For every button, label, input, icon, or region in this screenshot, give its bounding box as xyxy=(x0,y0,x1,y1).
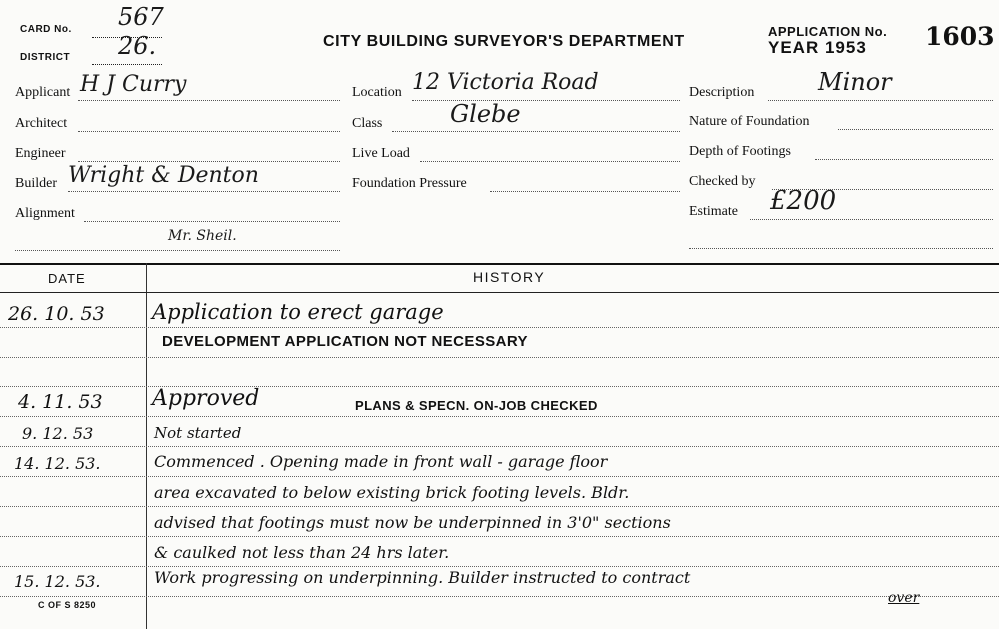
history-stamp-development: DEVELOPMENT APPLICATION NOT NECESSARY xyxy=(162,333,528,350)
district-value: 26. xyxy=(118,32,157,60)
applicant-value: H J Curry xyxy=(80,72,187,97)
engineer-label: Engineer xyxy=(15,146,66,161)
year-label: YEAR 1953 xyxy=(768,38,867,57)
applicant-label: Applicant xyxy=(15,85,71,100)
nature-of-foundation-label: Nature of Foundation xyxy=(689,114,810,129)
location-value: 12 Victoria Road xyxy=(412,70,599,95)
builder-value: Wright & Denton xyxy=(68,163,259,188)
estimate-label: Estimate xyxy=(689,204,738,219)
history-date: 26. 10. 53 xyxy=(8,303,105,325)
district-label: DISTRICT xyxy=(20,52,71,63)
history-entry: area excavated to below existing brick footing levels. Bldr. xyxy=(154,483,630,502)
alignment-note: Mr. Sheil. xyxy=(168,228,237,244)
form-code: C OF S 8250 xyxy=(38,600,97,610)
history-stamp-plans: PLANS & SPECN. ON-JOB CHECKED xyxy=(355,398,598,413)
live-load-label: Live Load xyxy=(352,146,410,161)
history-date: 14. 12. 53. xyxy=(14,454,101,473)
card-no-value: 567 xyxy=(118,3,164,31)
class-label: Class xyxy=(352,116,383,131)
history-date: 15. 12. 53. xyxy=(14,572,101,591)
history-entry: Not started xyxy=(154,424,242,442)
department-title: CITY BUILDING SURVEYOR'S DEPARTMENT xyxy=(323,33,685,50)
architect-label: Architect xyxy=(15,116,68,131)
history-entry: over xyxy=(888,590,920,606)
application-no-value: 1603 xyxy=(925,22,995,51)
history-entry: Approved xyxy=(152,386,260,411)
description-value: Minor xyxy=(818,68,892,96)
card-no-label: CARD No. xyxy=(20,24,72,35)
history-entry: Commenced . Opening made in front wall - garage floor xyxy=(154,452,608,471)
estimate-value: £200 xyxy=(770,186,837,216)
alignment-label: Alignment xyxy=(15,206,75,221)
class-value: Glebe xyxy=(450,100,521,128)
history-entry: advised that footings must now be underpinned in 3'0" sections xyxy=(154,513,671,532)
history-entry: & caulked not less than 24 hrs later. xyxy=(154,543,450,562)
application-no-label: APPLICATION No. xyxy=(768,24,888,39)
depth-of-footings-label: Depth of Footings xyxy=(689,144,791,159)
checked-by-label: Checked by xyxy=(689,174,756,189)
history-entry: Application to erect garage xyxy=(152,300,444,324)
location-label: Location xyxy=(352,85,402,100)
date-column-header: DATE xyxy=(48,271,86,286)
foundation-pressure-label: Foundation Pressure xyxy=(352,176,467,191)
description-label: Description xyxy=(689,85,755,100)
history-entry: Work progressing on underpinning. Builder instructed to contract xyxy=(154,568,691,587)
history-date: 4. 11. 53 xyxy=(18,391,103,413)
history-date: 9. 12. 53 xyxy=(22,424,94,443)
builder-label: Builder xyxy=(15,176,57,191)
history-column-header: HISTORY xyxy=(473,269,546,285)
